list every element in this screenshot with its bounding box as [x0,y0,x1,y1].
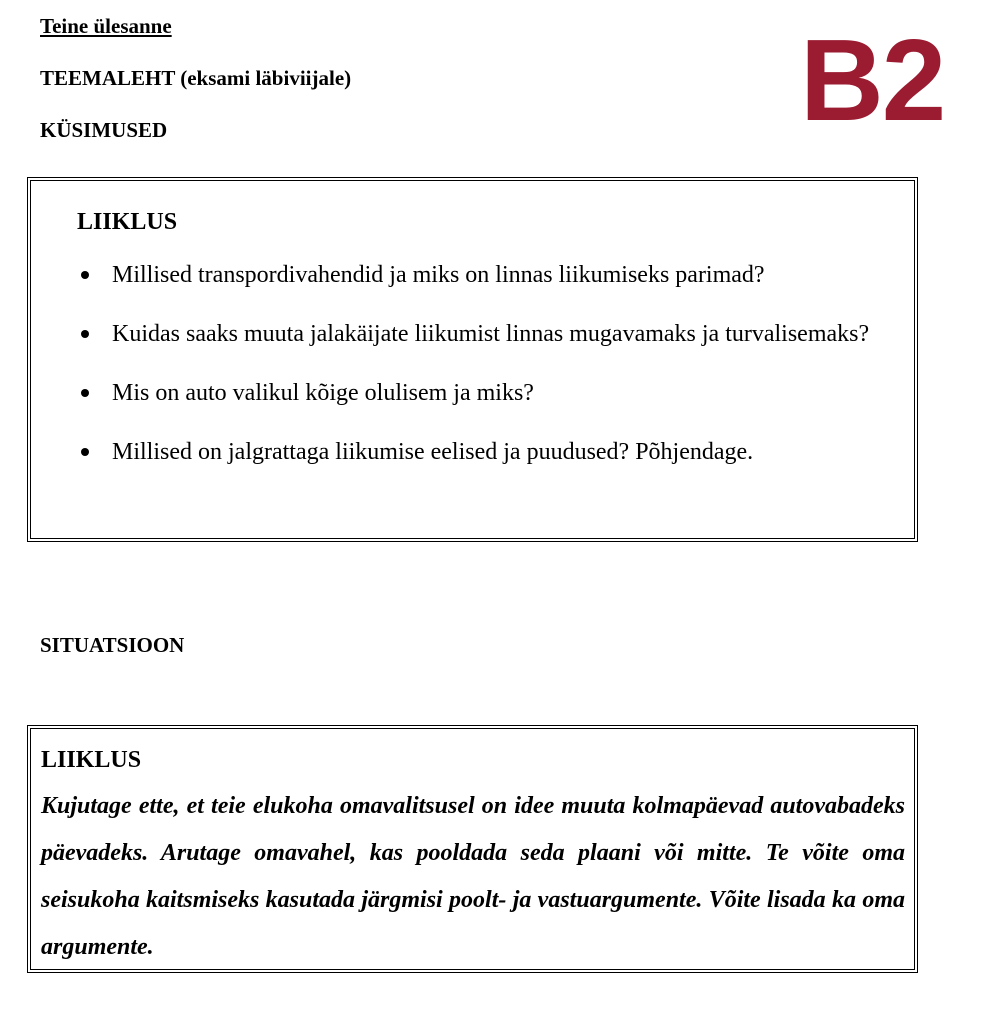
question-text: Kuidas saaks muuta jalakäijate liikumist linnas mugavamaks ja turvalisemaks? [112,321,870,347]
level-badge: B2 [800,15,945,145]
situation-box [27,725,918,973]
sheet-label: TEEMALEHT (eksami läbiviijale) [40,66,352,90]
questions-topic: LIIKLUS [77,209,178,235]
question-text: Mis on auto valikul kõige olulisem ja miks? [112,380,534,406]
question-text: Millised on jalgrattaga liikumise eelised ja puudused? Põhjendage. [112,439,754,465]
bullet-icon [81,271,89,279]
questions-box [27,177,918,542]
bullet-icon [81,330,89,338]
situation-text: Kujutage ette, et teie elukoha omavalitsusel on idee muuta kolmapäevad autovabadeks päevadeks. Arutage omavahel, kas pooldada seda plaani või mitte. Te võite oma seisukoha kaitsmiseks kasutada järgmisi poolt- ja vastuargumente. Võite lisada ka oma argumente. [41,793,905,960]
bullet-icon [81,389,89,397]
situation-topic: LIIKLUS [41,747,142,773]
bullet-icon [81,448,89,456]
question-item [77,251,877,299]
questions-heading: KÜSIMUSED [40,118,168,142]
questions-list [77,251,877,487]
question-item [77,369,877,417]
question-item [77,428,877,476]
task-title: Teine ülesanne [40,14,172,38]
question-text: Millised transpordivahendid ja miks on linnas liikumiseks parimad? [112,262,765,288]
question-item [77,310,877,358]
situation-heading: SITUATSIOON [40,633,185,657]
